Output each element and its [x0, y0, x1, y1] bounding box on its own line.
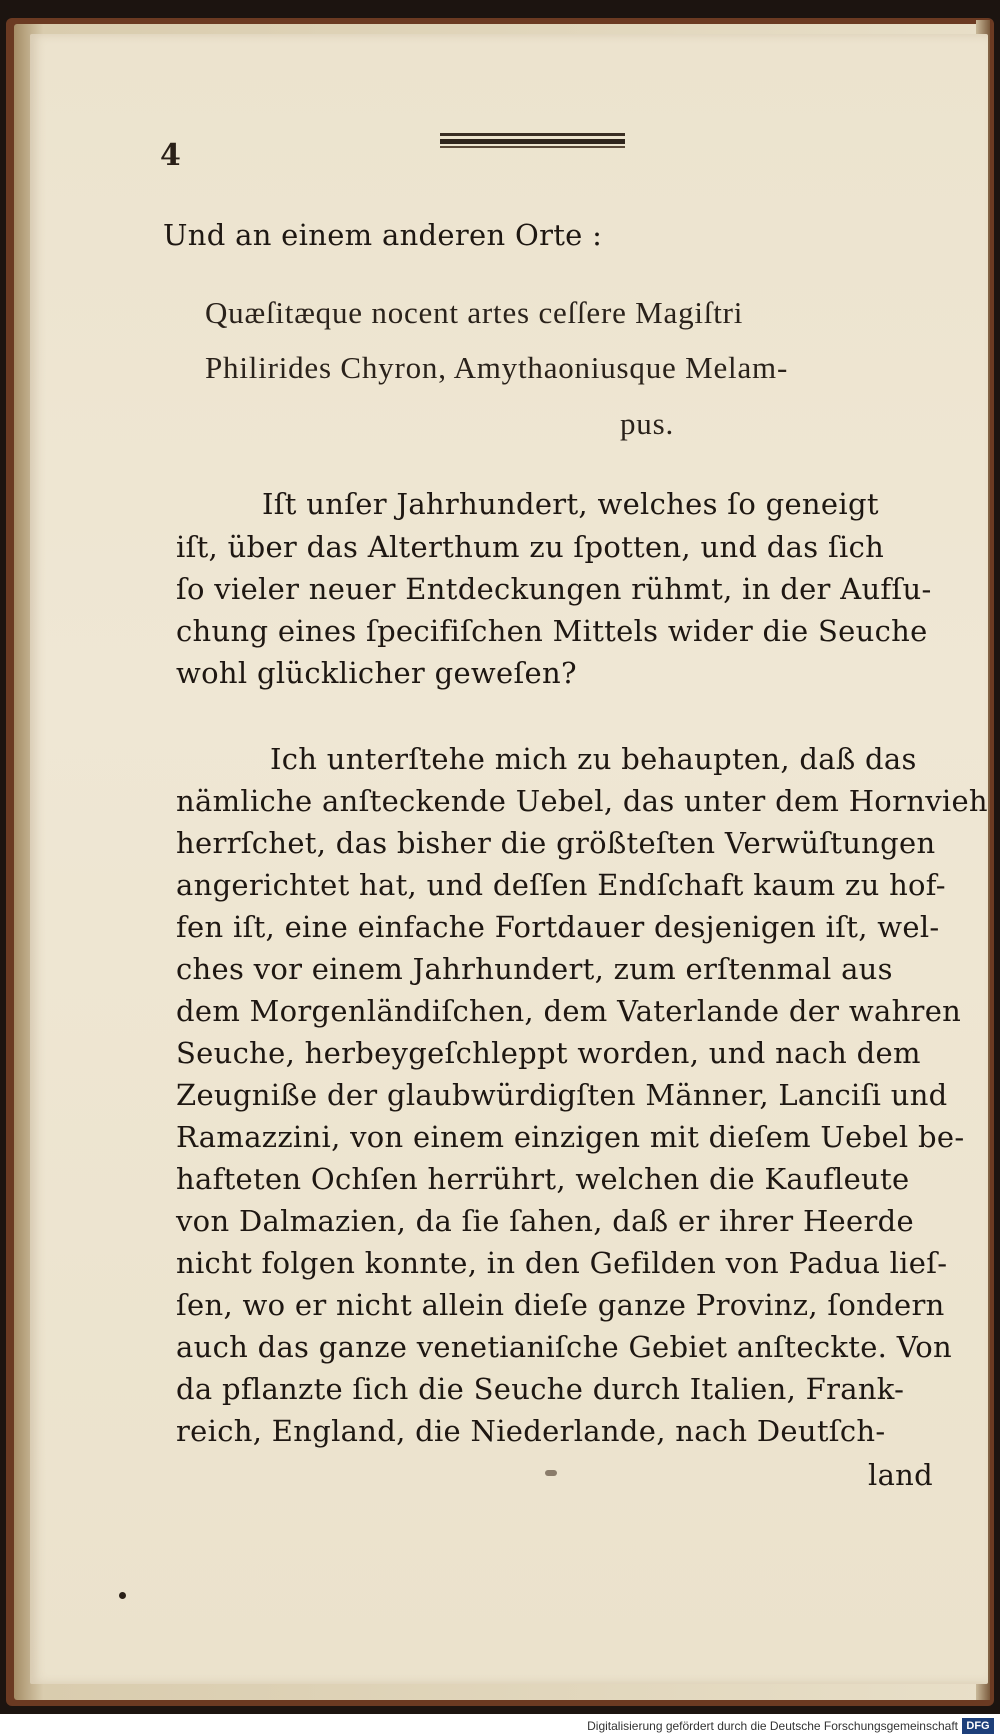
paragraph2-line-7: dem Morgenländiſchen, dem Vaterlande der wahren [176, 994, 962, 1028]
signature-mark [545, 1470, 557, 1476]
paragraph2-line-13: nicht folgen konnte, in den Gefilden von Padua lieſ- [176, 1246, 948, 1280]
paragraph2-line-16: da pflanzte ſich die Seuche durch Italien, Frank- [176, 1372, 905, 1406]
paragraph2-line-3: herrſchet, das bisher die größteſten Verwüſtungen [176, 826, 936, 860]
paragraph1-line-4: chung eines ſpecifiſchen Mittels wider die Seuche [176, 614, 928, 648]
paragraph2-line-10: Ramazzini, von einem einzigen mit dieſem Uebel be- [176, 1120, 965, 1154]
paragraph2-line-12: von Dalmazien, da ſie ſahen, daß er ihrer Heerde [176, 1204, 914, 1238]
paragraph2-line-1: Ich unterſtehe mich zu behaupten, daß das [270, 742, 917, 776]
paragraph2-line-9: Zeugniße der glaubwürdigſten Männer, Lanciſi und [176, 1078, 948, 1112]
paragraph2-line-17: reich, England, die Niederlande, nach Deutſch- [176, 1414, 886, 1448]
intro-line: Und an einem anderen Orte : [163, 218, 603, 252]
header-ornament [440, 133, 625, 149]
paragraph1-line-2: iſt, über das Alterthum zu ſpotten, und das ſich [176, 530, 885, 564]
footer-credit: Digitalisierung gefördert durch die Deutsche Forschungsgemeinschaft [587, 1719, 958, 1733]
quote-line-2: Philirides Chyron, Amythaoniusque Melam- [205, 350, 789, 385]
paragraph2-line-15: auch das ganze venetianiſche Gebiet anſteckte. Von [176, 1330, 953, 1364]
dfg-logo: DFG [962, 1718, 994, 1734]
page-number: 4 [160, 138, 181, 173]
paragraph2-line-4: angerichtet hat, und deſſen Endſchaft kaum zu hof- [176, 868, 946, 902]
paragraph2-line-5: fen iſt, eine einfache Fortdauer desjenigen iſt, wel- [176, 910, 940, 944]
quote-line-3: pus. [620, 406, 675, 441]
paragraph2-line-8: Seuche, herbeygeſchleppt worden, und nach dem [176, 1036, 921, 1070]
digitization-footer [0, 1714, 1000, 1736]
paragraph1-line-5: wohl glücklicher geweſen? [176, 656, 577, 690]
catchword: land [868, 1458, 934, 1492]
paragraph1-line-1: Iſt unſer Jahrhundert, welches ſo geneigt [262, 487, 879, 521]
paragraph2-line-2: nämliche anſteckende Uebel, das unter dem Hornvieh [176, 784, 988, 818]
paragraph2-line-14: ſen, wo er nicht allein dieſe ganze Provinz, ſondern [176, 1288, 945, 1322]
paragraph2-line-11: hafteten Ochſen herrührt, welchen die Kaufleute [176, 1162, 910, 1196]
ink-dot [119, 1592, 126, 1599]
paragraph2-line-6: ches vor einem Jahrhundert, zum erſtenmal aus [176, 952, 893, 986]
paragraph1-line-3: ſo vieler neuer Entdeckungen rühmt, in der Aufſu- [176, 572, 932, 606]
quote-line-1: Quæſitæque nocent artes ceſſere Magiſtri [205, 295, 744, 330]
